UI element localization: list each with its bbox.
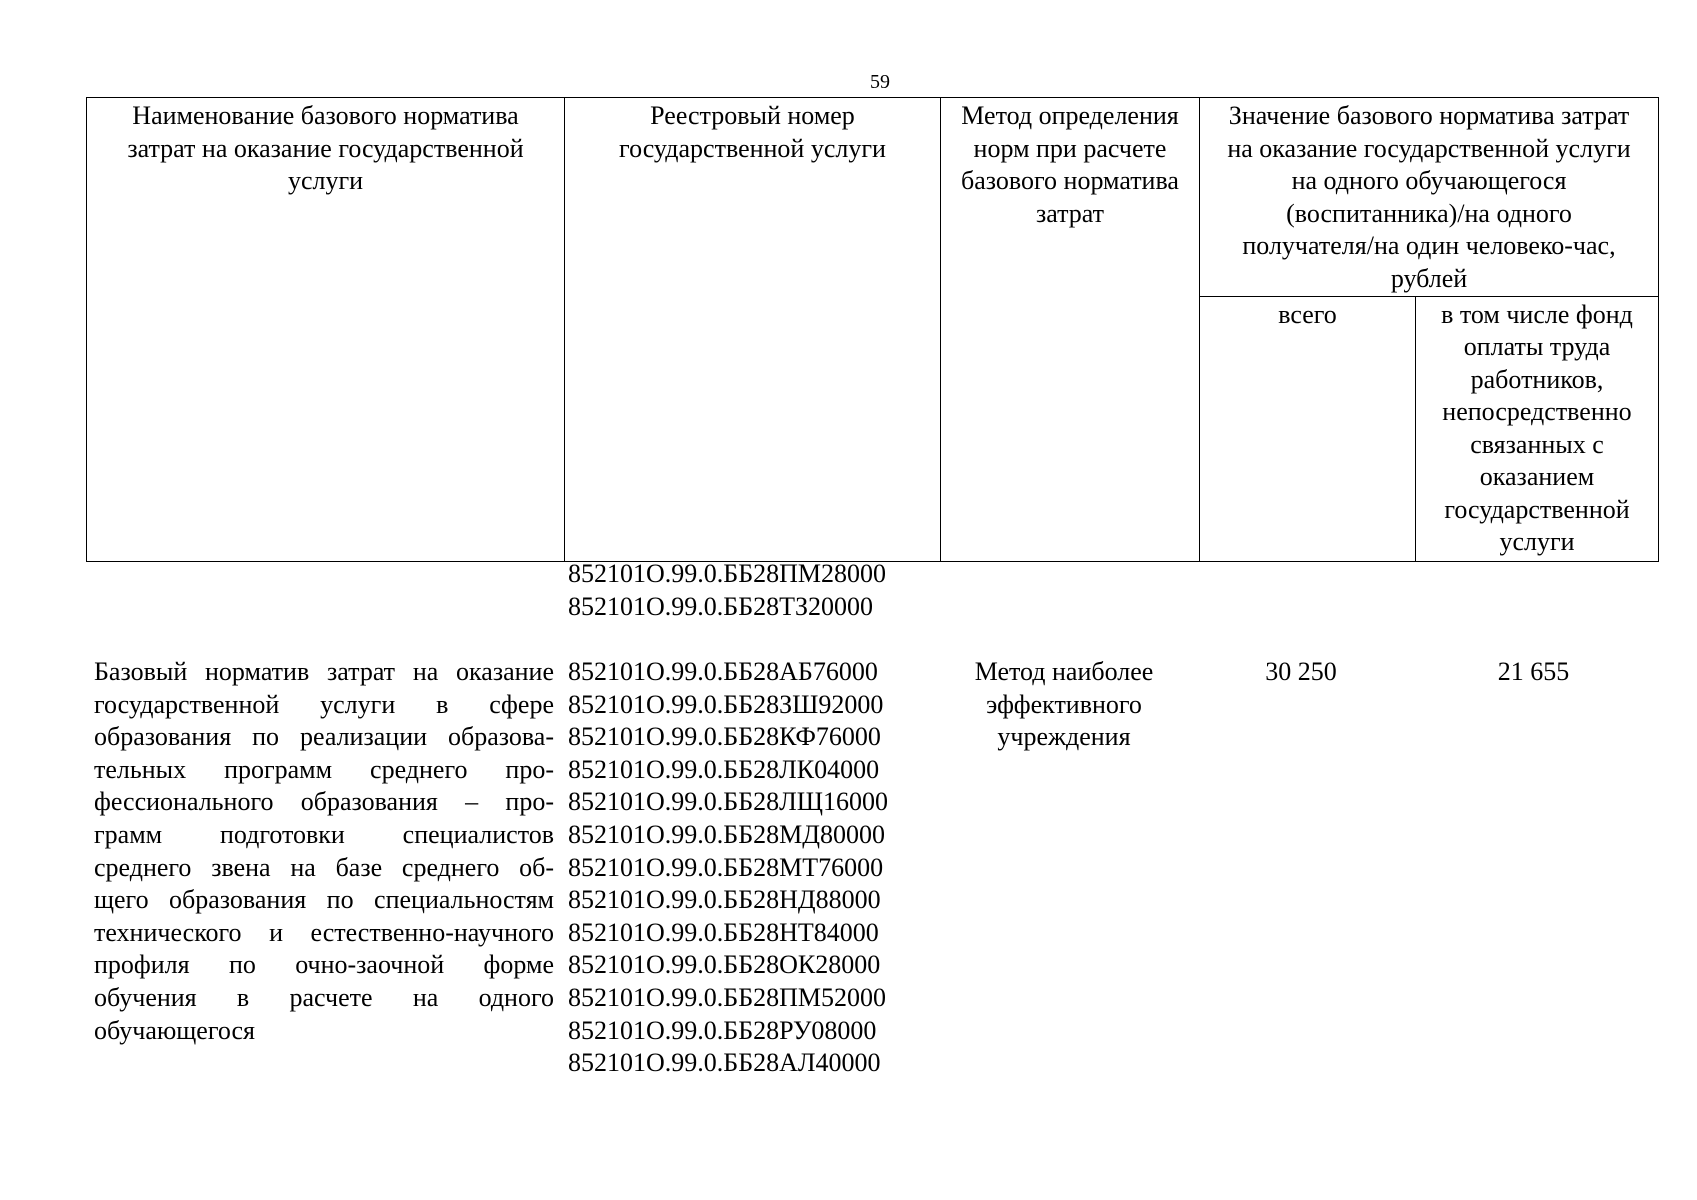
header-text-line: связанных с (1470, 429, 1604, 459)
header-registry-number (565, 98, 941, 562)
header-text-line: непосредственно (1442, 397, 1632, 427)
registry-code: 852101О.99.0.ББ28ОК28000 (568, 950, 881, 980)
service-name-line: технического и естественно-научного (94, 917, 554, 947)
service-name-line: щего образования по специальностям (94, 885, 554, 915)
service-name-line: фессионального образования – про- (94, 787, 554, 817)
registry-code: 852101О.99.0.ББ28НД88000 (568, 885, 881, 915)
registry-code: 852101О.99.0.ББ28МД80000 (568, 819, 885, 849)
continuation-codes (568, 558, 886, 623)
registry-code: 852101О.99.0.ББ28ЛЩ16000 (568, 787, 888, 817)
registry-codes-cell (568, 656, 888, 1080)
header-text-line: в том числе фонд (1441, 299, 1633, 329)
table-header (86, 97, 1659, 562)
header-text-line: Реестровый номер (650, 101, 855, 130)
registry-code: 852101О.99.0.ББ28НТ84000 (568, 917, 879, 947)
header-text-line: государственной (1444, 494, 1630, 524)
service-name-line: среднего звена на базе среднего об- (94, 852, 554, 882)
header-text-line: всего (1278, 299, 1337, 329)
registry-code: 852101О.99.0.ББ28РУ08000 (568, 1015, 877, 1045)
service-name-line: образования по реализации образова- (94, 722, 554, 752)
registry-code: 852101О.99.0.ББ28МТ76000 (568, 852, 884, 882)
registry-code: 852101О.99.0.ББ28ТЗ20000 (568, 591, 874, 621)
total-value: 30 250 (1265, 657, 1337, 686)
service-name-line: грамм подготовки специалистов (94, 819, 554, 849)
header-text-line: Метод определения (961, 101, 1179, 130)
header-text-line: работников, (1470, 364, 1604, 394)
header-text-line: (воспитанника)/на одного (1286, 198, 1572, 228)
registry-code: 852101О.99.0.ББ28АЛ40000 (568, 1048, 881, 1078)
service-name-line: профиля по очно-заочной форме (94, 950, 554, 980)
registry-code: 852101О.99.0.ББ28КФ76000 (568, 722, 881, 752)
service-name-line: государственной услуги в сфере (94, 689, 554, 719)
header-normative-value (1200, 98, 1659, 297)
header-service-name (87, 98, 565, 562)
header-payroll (1416, 296, 1659, 561)
service-name-line: тельных программ среднего про- (94, 754, 554, 784)
header-text-line: оплаты труда (1463, 332, 1611, 362)
registry-code: 852101О.99.0.ББ28ЗШ92000 (568, 689, 884, 719)
header-text-line: оказанием (1479, 462, 1595, 492)
registry-code: 852101О.99.0.ББ28ПМ52000 (568, 982, 887, 1012)
method-line: Метод наиболее (974, 657, 1154, 686)
service-name-line: обучающегося (94, 1015, 256, 1045)
header-text-line: затрат (1035, 198, 1105, 228)
header-text-line: услуги (287, 166, 364, 195)
registry-code: 852101О.99.0.ББ28АБ76000 (568, 657, 878, 686)
header-text-line: норм при расчете (973, 133, 1167, 163)
header-text-line: на оказание государственной услуги (1227, 133, 1631, 163)
header-text-line: на одного обучающегося (1291, 166, 1567, 196)
service-name-line: обучения в расчете на одного (94, 982, 554, 1012)
payroll-value: 21 655 (1497, 657, 1570, 686)
header-text-line: получателя/на один человеко-час, (1242, 231, 1616, 261)
header-text-line: Наименование базового норматива (132, 101, 519, 130)
service-name-cell (94, 656, 554, 1047)
header-text-line: базового норматива (961, 166, 1179, 195)
header-text-line: затрат на оказание государственной (127, 133, 524, 163)
registry-code: 852101О.99.0.ББ28ПМ28000 (568, 559, 887, 588)
header-text-line: рублей (1390, 263, 1468, 293)
page-number: 59 (870, 71, 890, 93)
header-text-line: государственной услуги (619, 133, 886, 163)
method-cell (936, 656, 1192, 754)
header-text-line: услуги (1499, 527, 1575, 557)
method-line: эффективного (986, 689, 1142, 719)
registry-code: 852101О.99.0.ББ28ЛК04000 (568, 754, 880, 784)
method-line: учреждения (997, 722, 1131, 752)
service-name-line: Базовый норматив затрат на оказание (94, 657, 554, 686)
header-method (941, 98, 1200, 562)
header-text-line: Значение базового норматива затрат (1228, 101, 1630, 130)
header-total (1200, 296, 1416, 561)
